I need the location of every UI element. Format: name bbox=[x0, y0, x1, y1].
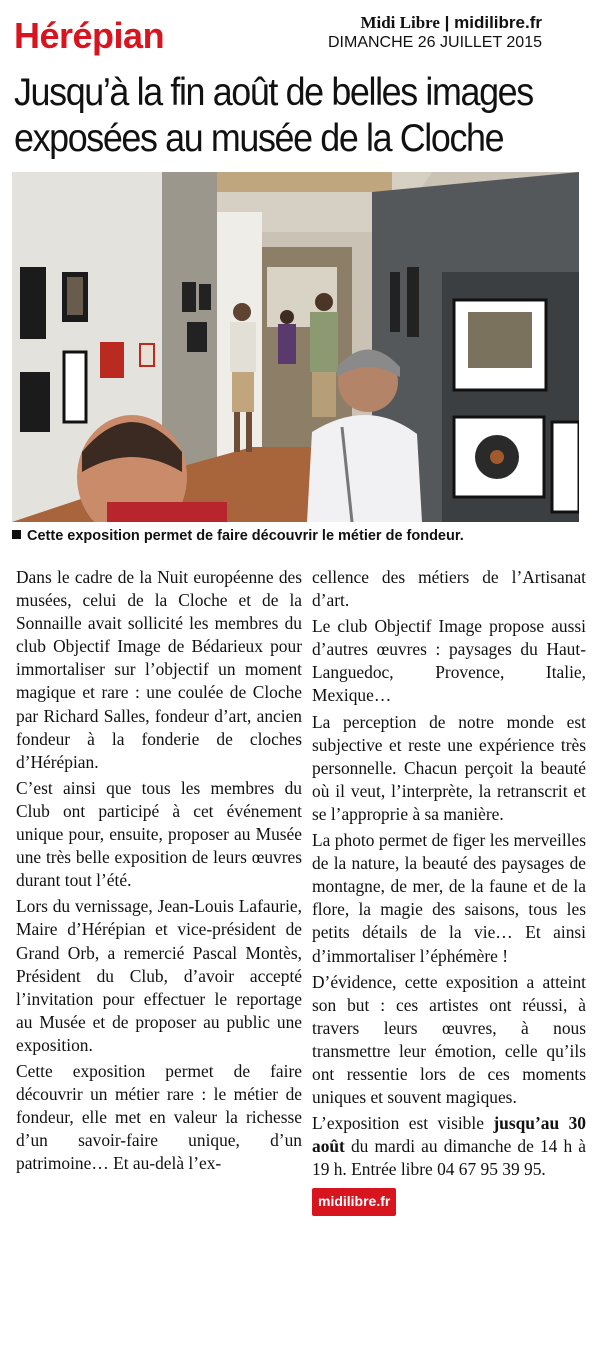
article-column-2 bbox=[312, 566, 586, 1216]
headline bbox=[14, 70, 538, 162]
town-title: Hérépian bbox=[14, 15, 165, 56]
article-paragraph: cellence des métiers de l’Artisanat d’art. bbox=[312, 567, 586, 611]
article-paragraph: Le club Objectif Image propose aussi d’autres œuvres : paysages du Haut-Languedoc, Provence, Italie, Mexique… bbox=[312, 616, 586, 706]
article-paragraph: La photo permet de figer les merveilles de la nature, la beauté des paysages de montagne, de mer, de la faune et de la flore, la magie des saisons, tous les petits détails de la vie… Et ainsi d’immortaliser l’éphémère ! bbox=[312, 830, 586, 966]
midilibre-logo: midilibre.fr bbox=[312, 1188, 396, 1215]
closing-date-highlight: jusqu’au 30 août bbox=[312, 1113, 586, 1157]
caption-text: Cette exposition permet de faire découvrir le métier de fondeur. bbox=[27, 528, 464, 544]
article-paragraph: Cette exposition permet de faire découvrir un métier rare : le métier de fondeur, elle met en valeur la richesse d’un savoir-faire unique, d’un patrimoine… Et au-delà l’ex- bbox=[16, 1060, 302, 1174]
headline-line-1: Jusqu’à la fin août de belles images bbox=[14, 71, 533, 114]
exhibition-photo-illustration bbox=[12, 172, 579, 522]
article-paragraph: La perception de notre monde est subjective et reste une expérience très personnelle. Chacun perçoit la beauté où il veut, l’interprète, la retranscrit et se l’approprie à sa manière. bbox=[312, 711, 586, 824]
publication-info: Midi Libre | midilibre.fr DIMANCHE 26 JUILLET 2015 bbox=[327, 13, 542, 52]
article-paragraph: Lors du vernissage, Jean-Louis Lafaurie, Maire d’Hérépian et vice-président de Grand Orb, a remercié Pascal Montès, Président du Club, d’avoir accepté l’invitation pour effectuer le reportage au Musée et de proposer au public une exposition. bbox=[16, 896, 302, 1055]
article-paragraph: D’évidence, cette exposition a atteint son but : ces artistes ont réussi, à travers leurs œuvres, à nous transmettre leur émotion, celle qu’ils ont ressentie lors de ces moments uniques et souvent magiques. bbox=[312, 971, 586, 1108]
article-paragraph: Dans le cadre de la Nuit européenne des musées, celui de la Cloche et de la Sonnaille avait sollicité les membres du club Objectif Image de Bédarieux pour immortaliser sur l’objectif un moment magique et rare : une coulée de Cloche par Richard Salles, fondeur d’art, ancien fondeur à la fonderie de cloches d’Hérépian. bbox=[16, 567, 302, 772]
publication-date: DIMANCHE 26 JUILLET 2015 bbox=[327, 34, 542, 52]
article-paragraph: C’est ainsi que tous les membres du Club ont participé à cet événement unique pour, ensuite, proposer au Musée une très belle exposition de leurs œuvres durant tout l’été. bbox=[16, 777, 302, 891]
closing-text-end: du mardi au dimanche de 14 h à 19 h. Entrée libre 04 67 95 39 95. bbox=[312, 1136, 586, 1180]
publication-name: Midi Libre bbox=[360, 13, 440, 32]
masthead bbox=[0, 0, 600, 170]
closing-text-start: L’exposition est visible bbox=[312, 1113, 494, 1134]
publication-site: midilibre.fr bbox=[454, 13, 542, 32]
caption-square-icon bbox=[12, 530, 21, 539]
headline-line-2: exposées au musée de la Cloche bbox=[14, 117, 504, 160]
article-column-1 bbox=[16, 566, 302, 1178]
article-closing-paragraph bbox=[312, 1112, 586, 1181]
exhibition-photo bbox=[12, 172, 579, 522]
photo-caption bbox=[12, 528, 592, 544]
